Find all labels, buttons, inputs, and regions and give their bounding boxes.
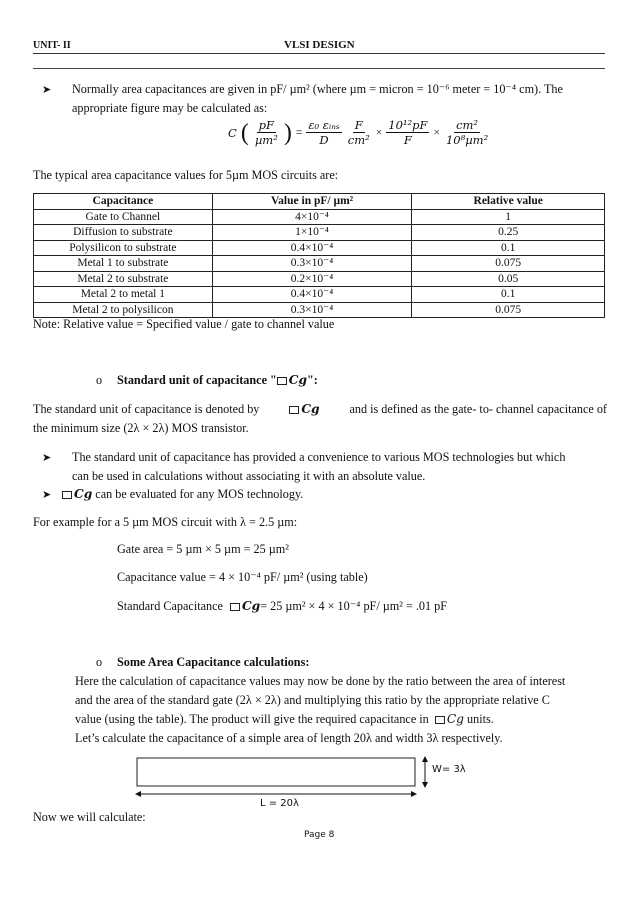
table-cell: Polysilicon to substrate <box>34 240 213 256</box>
table-cell: Metal 1 to substrate <box>34 256 213 272</box>
example-standard-capacitance: Standard Capacitance Cg= 25 µm² × 4 × 10⁻⁴ pF/ µm² = .01 pF <box>117 599 448 613</box>
section-bullet-icon: o <box>96 373 103 387</box>
formula-frac-2: $\frac{\text{ε₀ εᵢₙₛ}}{D}$ <box>308 118 340 147</box>
formula-lhs: C <box>228 125 237 140</box>
header-rule-top <box>33 53 605 54</box>
table-cell: Gate to Channel <box>34 209 213 225</box>
table-row <box>34 225 605 241</box>
square-icon <box>277 377 287 385</box>
capacitance-table <box>33 193 605 318</box>
section-bullet-icon: o <box>96 655 103 669</box>
example-capacitance-value: Capacitance value = 4 × 10⁻⁴ pF/ µm² (using table) <box>117 570 368 584</box>
arrow-bullet-icon: ➤ <box>42 452 52 464</box>
intro-bullet-text <box>72 80 607 118</box>
width-label: W= 3λ <box>432 764 466 775</box>
header-title: VLSI DESIGN <box>284 39 355 51</box>
table-row <box>34 209 605 225</box>
page-number: Page 8 <box>304 830 335 840</box>
arrow-bullet-icon: ➤ <box>42 84 52 96</box>
example-intro: For example for a 5 µm MOS circuit with λ = 2.5 µm: <box>33 515 298 529</box>
table-note: Note: Relative value = Specified value / gate to channel value <box>33 317 335 331</box>
convenience-bullet-text: The standard unit of capacitance has provided a convenience to various MOS technologies but which can be used in calculations without associating it with an absolute value. <box>72 450 566 483</box>
table-cell: 0.05 <box>412 271 605 287</box>
table-cell: Metal 2 to metal 1 <box>34 287 213 303</box>
table-header-row <box>34 194 605 210</box>
table-cell: 1×10⁻⁴ <box>212 225 412 241</box>
intro-line-1: Normally area capacitances are given in pF/ µm² (where µm = micron = 10⁻⁶ meter = 10⁻⁴ cm). The <box>72 82 563 96</box>
table-cell: 4×10⁻⁴ <box>212 209 412 225</box>
paren-open: ( <box>240 119 249 146</box>
typical-values-text: The typical area capacitance values for 5µm MOS circuits are: <box>33 168 339 182</box>
square-icon <box>435 716 445 724</box>
formula-eq: = <box>295 126 303 139</box>
table-cell: 0.3×10⁻⁴ <box>212 256 412 272</box>
table-cell: 0.1 <box>412 240 605 256</box>
formula-times-2: × <box>433 126 440 139</box>
header-rule-bottom <box>33 68 605 69</box>
formula-frac-1: $\frac{pF}{\text{µm²}}$ <box>254 118 278 147</box>
formula-frac-3: $\frac{F}{\text{cm²}}$ <box>347 118 370 147</box>
table-cell: 0.25 <box>412 225 605 241</box>
table-header-cell: Value in pF/ µm² <box>212 194 412 210</box>
capacitance-formula <box>228 118 490 147</box>
table-cell: 0.075 <box>412 302 605 318</box>
table-row <box>34 271 605 287</box>
section-heading-area-calc: Some Area Capacitance calculations: <box>117 655 310 669</box>
intro-line-2: appropriate figure may be calculated as: <box>72 101 268 115</box>
table-header-cell: Capacitance <box>34 194 213 210</box>
section-heading-standard-unit: Standard unit of capacitance " Cg": <box>117 373 318 387</box>
evaluate-bullet-text: Cg can be evaluated for any MOS technology. <box>62 485 303 504</box>
header-unit: UNIT- II <box>33 40 71 51</box>
table-cell: 0.075 <box>412 256 605 272</box>
table-cell: Metal 2 to polysilicon <box>34 302 213 318</box>
example-gate-area: Gate area = 5 µm × 5 µm = 25 µm² <box>117 542 289 556</box>
closing-text: Now we will calculate: <box>33 810 146 824</box>
table-cell: Metal 2 to substrate <box>34 271 213 287</box>
table-header-cell: Relative value <box>412 194 605 210</box>
table-row <box>34 256 605 272</box>
paren-close: ) <box>283 119 292 146</box>
length-label: L = 20λ <box>260 798 299 809</box>
table-cell: Diffusion to substrate <box>34 225 213 241</box>
table-row <box>34 287 605 303</box>
arrow-bullet-icon: ➤ <box>42 489 52 501</box>
square-icon <box>62 491 72 499</box>
table-cell: 0.4×10⁻⁴ <box>212 240 412 256</box>
table-cell: 0.4×10⁻⁴ <box>212 287 412 303</box>
square-icon <box>289 406 299 414</box>
area-rectangle <box>137 758 415 786</box>
formula-frac-5: $\frac{\text{cm²}}{\text{10⁸µm²}}$ <box>445 118 489 147</box>
table-cell: 0.1 <box>412 287 605 303</box>
definition-paragraph: The standard unit of capacitance is denoted by Cg and is defined as the gate- to- channel capacitance of the minimum size (2λ × 2λ) MOS transistor. <box>33 402 607 435</box>
table-row <box>34 240 605 256</box>
area-rectangle-figure <box>120 750 500 808</box>
area-calc-paragraph: Here the calculation of capacitance values may now be done by the ratio between the area of interest and the area of the standard gate (2λ × 2λ) and multiplying this ratio by the appropriate relative C value (using the table). The product will give the required capacitance in Cg units. Let’s calculate the capacitance of a simple area of length 20λ and width 3λ respectively. <box>75 674 566 745</box>
table-cell: 0.2×10⁻⁴ <box>212 271 412 287</box>
square-icon <box>230 603 240 611</box>
formula-frac-4: $\frac{\text{10¹²pF}}{F}$ <box>388 118 428 147</box>
table-cell: 1 <box>412 209 605 225</box>
table-cell: 0.3×10⁻⁴ <box>212 302 412 318</box>
formula-times-1: × <box>375 126 383 139</box>
